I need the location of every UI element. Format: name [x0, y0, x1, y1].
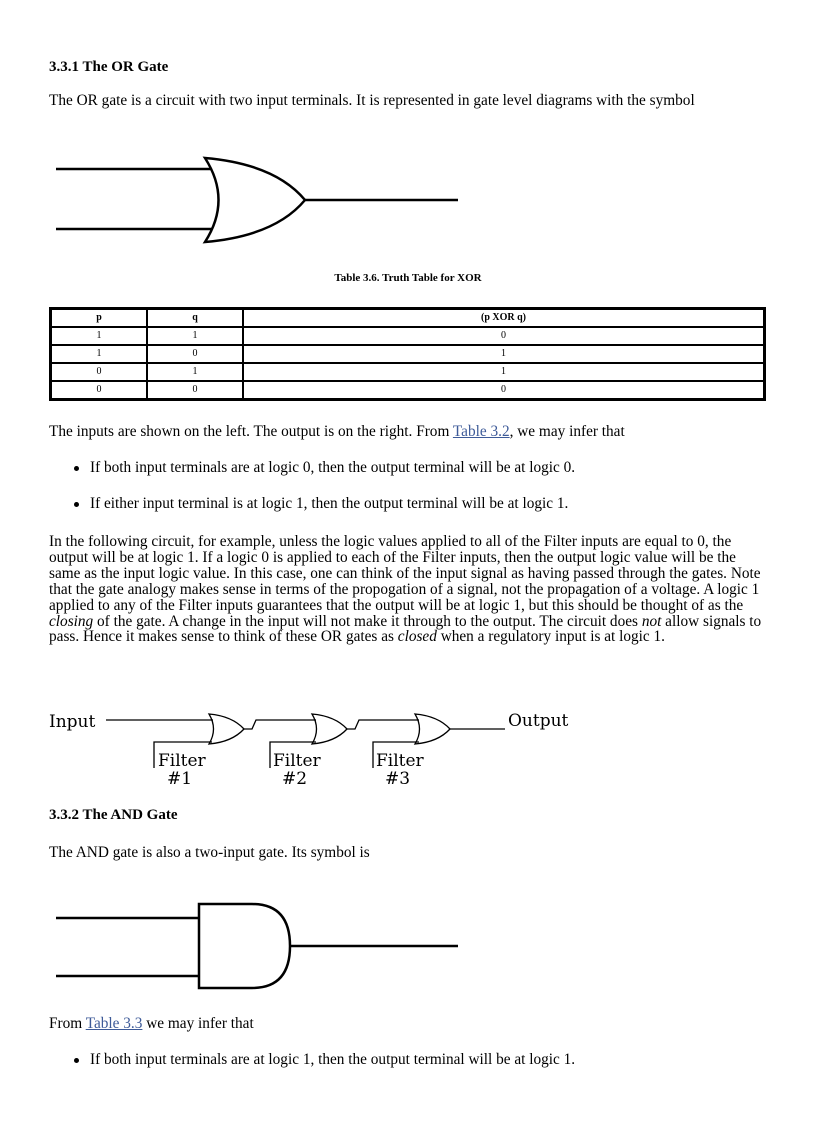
circuit-output-label: Output [508, 711, 569, 731]
filter-1-number: #1 [167, 769, 193, 789]
cell-xor: 1 [243, 345, 764, 363]
filter-3-label: Filter [376, 751, 424, 771]
circuit-text-4: when a regulatory input is at logic 1. [436, 628, 665, 646]
list-item: If both input terminals are at logic 1, then the output terminal will be at logic 1. [70, 1051, 575, 1069]
table-caption: Table 3.6. Truth Table for XOR [334, 272, 482, 284]
table-row [51, 345, 764, 363]
table-3-3-link[interactable]: Table 3.3 [85, 1015, 143, 1032]
or-gate-heading: 3.3.1 The OR Gate [49, 59, 169, 75]
circuit-em-closing: closing [49, 612, 94, 630]
and-text-after: we may infer that [142, 1015, 254, 1032]
circuit-text-1: In the following circuit, for example, unless the logic values applied to all of the Filter inputs are equal to 0, the output will be at logic 1. If a logic 0 is applied to each of the Filter inputs, then the output logic value will be the same as the input logic value. In this case, one can think of the input signal as having passed through the gates. Note that the gate analogy makes sense in terms of the propogation of a signal, not the propagation of a voltage. A logic 1 applied to any of the Filter inputs guarantees that the output will be at logic 1, but this should be thought of as the [49, 533, 761, 614]
cell-p: 0 [51, 381, 147, 399]
and-paragraph [49, 1016, 769, 1032]
inputs-text-after: , we may infer that [509, 423, 625, 440]
header-q: q [147, 309, 243, 327]
circuit-text-2: of the gate. A change in the input will not make it through to the output. The circuit does [93, 612, 642, 630]
cell-q: 0 [147, 381, 243, 399]
and-text-before: From [49, 1015, 86, 1032]
header-xor: (p XOR q) [243, 309, 764, 327]
and-inference-list [70, 1051, 575, 1069]
filter-3-number: #3 [385, 769, 411, 789]
cell-xor: 1 [243, 363, 764, 381]
or-inference-list-2 [70, 495, 568, 513]
filter-2-label: Filter [273, 751, 321, 771]
circuit-input-label: Input [49, 712, 96, 732]
and-gate-heading: 3.3.2 The AND Gate [49, 807, 178, 823]
cell-q: 1 [147, 363, 243, 381]
cell-p: 1 [51, 345, 147, 363]
inputs-text-before: The inputs are shown on the left. The output is on the right. From [49, 423, 453, 440]
circuit-paragraph [49, 534, 769, 645]
or-inference-list [70, 459, 575, 477]
header-p: p [51, 309, 147, 327]
circuit-em-closed: closed [397, 628, 437, 646]
inputs-paragraph [49, 424, 769, 440]
table-3-2-link[interactable]: Table 3.2 [452, 423, 510, 440]
list-item: If both input terminals are at logic 0, then the output terminal will be at logic 0. [70, 459, 575, 477]
cell-p: 1 [51, 327, 147, 345]
xor-truth-table [49, 307, 766, 401]
cell-xor: 0 [243, 327, 764, 345]
table-row [51, 363, 764, 381]
cell-xor: 0 [243, 381, 764, 399]
cell-p: 0 [51, 363, 147, 381]
cell-q: 1 [147, 327, 243, 345]
table-row [51, 381, 764, 399]
filter-1-label: Filter [158, 751, 206, 771]
list-item: If either input terminal is at logic 1, then the output terminal will be at logic 1. [70, 495, 568, 513]
circuit-text-3: allow signals to pass. Hence it makes sense to think of these OR gates as [49, 612, 762, 646]
table-row [51, 327, 764, 345]
filter-2-number: #2 [282, 769, 308, 789]
circuit-em-not: not [641, 612, 662, 630]
and-gate-intro: The AND gate is also a two-input gate. Its symbol is [49, 844, 370, 861]
or-gate-intro: The OR gate is a circuit with two input terminals. It is represented in gate level diagrams with the symbol [49, 92, 695, 109]
cell-q: 0 [147, 345, 243, 363]
